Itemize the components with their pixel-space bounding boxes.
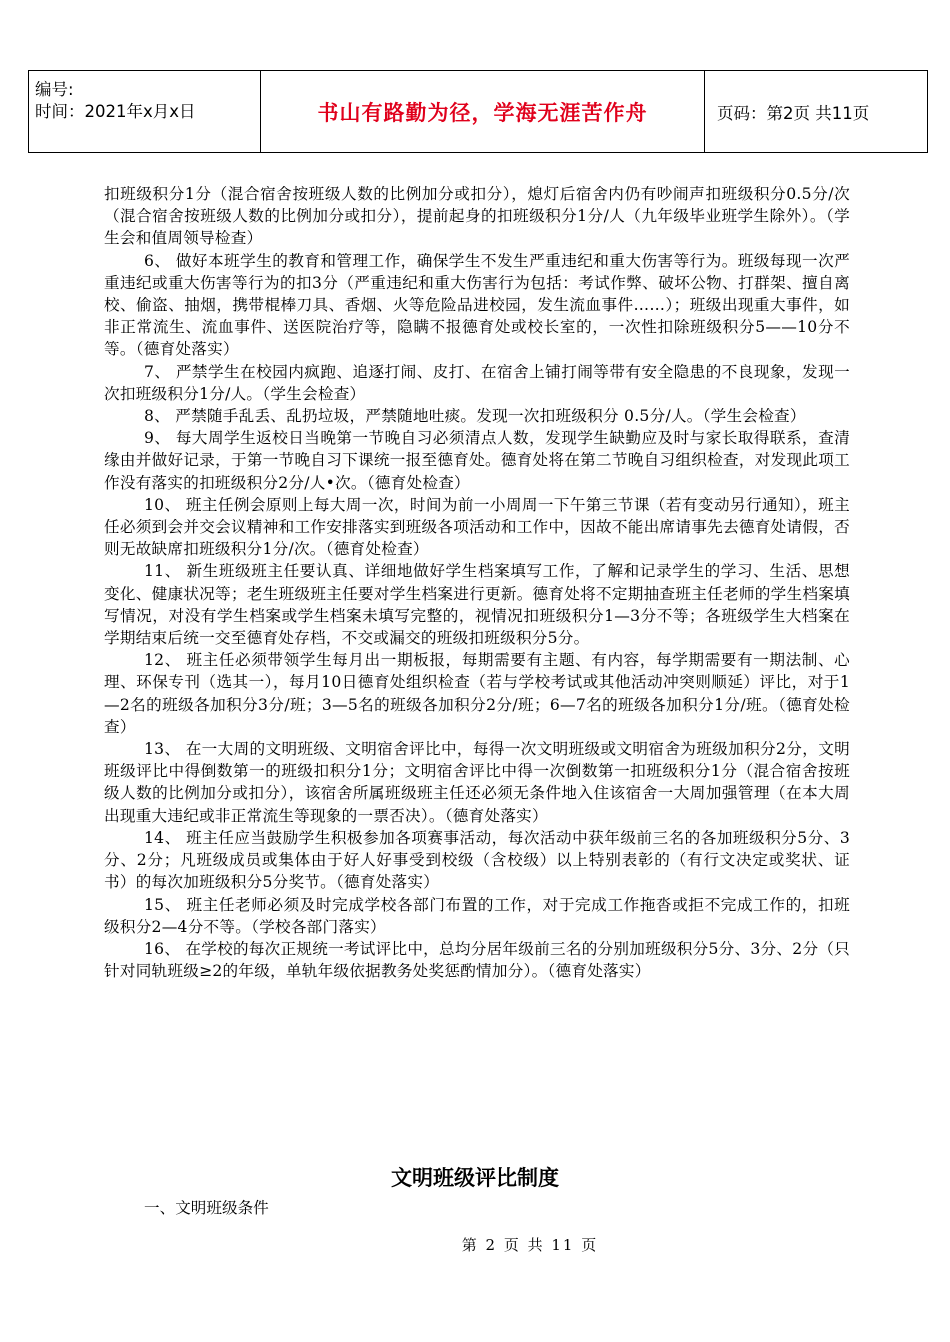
header-page-number: 页码：第2页 共11页	[717, 103, 870, 123]
paragraph: 8、 严禁随手乱丢、乱扔垃圾，严禁随地吐痰。发现一次扣班级积分 0.5分/人。（学生会检查）	[144, 407, 806, 426]
paragraph: 13、 在一大周的文明班级、文明宿舍评比中，每得一次文明班级或文明宿舍为班级加积分2分，文明班级评比中得倒数第一的班级扣积分1分；文明宿舍评比中得一次倒数第一扣班级积分1分（混合宿舍按班级人数的比例加分或扣分），该宿舍所属班级班主任还必须无条件地入住该宿舍一大周加强管理（在本大周出现重大违纪或非正常流生等现象的一票否决）。（德育处落实）	[104, 740, 850, 825]
paragraph: 14、 班主任应当鼓励学生积极参加各项赛事活动，每次活动中获年级前三名的各加班级积分5分、3分、2分；凡班级成员或集体由于好人好事受到校级（含校级）以上特别表彰的（有行文决定或奖状、证书）的每次加班级积分5分奖节。（德育处落实）	[104, 828, 850, 892]
paragraph: 12、 班主任必须带领学生每月出一期板报，每期需要有主题、有内容，每学期需要有一期法制、心理、环保专刊（选其一），每月10日德育处组织检查（若与学校考试或其他活动冲突则顺延）评比，对于1—2名的班级各加积分3分/班；3—5名的班级各加积分2分/班；6—7名的班级各加积分1分/班。（德育处检查）	[104, 651, 850, 736]
paragraph: 7、 严禁学生在校园内疯跑、追逐打闹、皮打、在宿舍上铺打闹等带有安全隐患的不良现象，发现一次扣班级积分1分/人。（学生会检查）	[104, 362, 850, 403]
paragraph: 16、 在学校的每次正规统一考试评比中，总均分居年级前三名的分别加班级积分5分、3分、2分（只针对同轨班级≥2的年级，单轨年级依据教务处奖惩酌情加分）。（德育处落实）	[104, 939, 850, 981]
paragraph: 9、 每大周学生返校日当晚第一节晚自习必须清点人数，发现学生缺勤应及时与家长取得联系，查清缘由并做好记录，于第一节晚自习下课统一报至德育处。德育处将在第二节晚自习组织检查，对发现此项工作没有落实的扣班级积分2分/人•次。（德育处检查）	[104, 429, 850, 492]
header-meta	[29, 71, 261, 152]
section-title: 文明班级评比制度	[391, 1166, 559, 1190]
paragraph: 15、 班主任老师必须及时完成学校各部门布置的工作，对于完成工作拖沓或拒不完成工作的，扣班级积分2—4分不等。（学校各部门落实）	[104, 895, 850, 936]
document-body	[104, 183, 850, 982]
paragraph: 扣班级积分1分（混合宿舍按班级人数的比例加分或扣分），熄灯后宿舍内仍有吵闹声扣班级积分0.5分/次（混合宿舍按班级人数的比例加分或扣分），提前起身的扣班级积分1分/人（九年级毕业班学生除外）。（学生会和值周领导检查）	[104, 185, 850, 248]
page-footer: 第 2 页 共 11 页	[461, 1236, 599, 1254]
document-number: 编号:	[35, 80, 74, 99]
paragraph: 6、 做好本班学生的教育和管理工作，确保学生不发生严重违纪和重大伤害等行为。班级每现一次严重违纪或重大伤害等行为的扣3分（严重违纪和重大伤害行为包括：考试作弊、破坏公物、打群架、擅自离校、偷盗、抽烟，携带棍棒刀具、香烟、火等危险品进校园，发生流血事件……）；班级出现重大事件，如非正常流生、流血事件、送医院治疗等，隐瞒不报德育处或校长室的，一次性扣除班级积分5——10分不等。（德育处落实）	[104, 251, 850, 359]
document-time: 时间：2021年x月x日	[35, 102, 196, 121]
page-header	[28, 70, 928, 153]
paragraph: 11、 新生班级班主任要认真、详细地做好学生档案填写工作，了解和记录学生的学习、生活、思想变化、健康状况等；老生班级班主任要对学生档案进行更新。德育处将不定期抽查班主任老师的学生档案填写情况，对没有学生档案或学生档案未填写完整的，视情况扣班级积分1—3分不等；各班级学生大档案在学期结束后统一交至德育处存档，不交或漏交的班级扣班级积分5分。	[104, 562, 850, 648]
paragraph: 10、 班主任例会原则上每大周一次，时间为前一小周周一下午第三节课（若有变动另行通知），班主任必须到会并交会议精神和工作安排落实到班级各项活动和工作中，因故不能出席请事先去德育处请假，否则无故缺席扣班级积分1分/次。（德育处检查）	[104, 495, 850, 559]
section-subheading: 一、文明班级条件	[144, 1199, 269, 1217]
header-motto: 书山有路勤为径，学海无涯苦作舟	[261, 71, 705, 152]
